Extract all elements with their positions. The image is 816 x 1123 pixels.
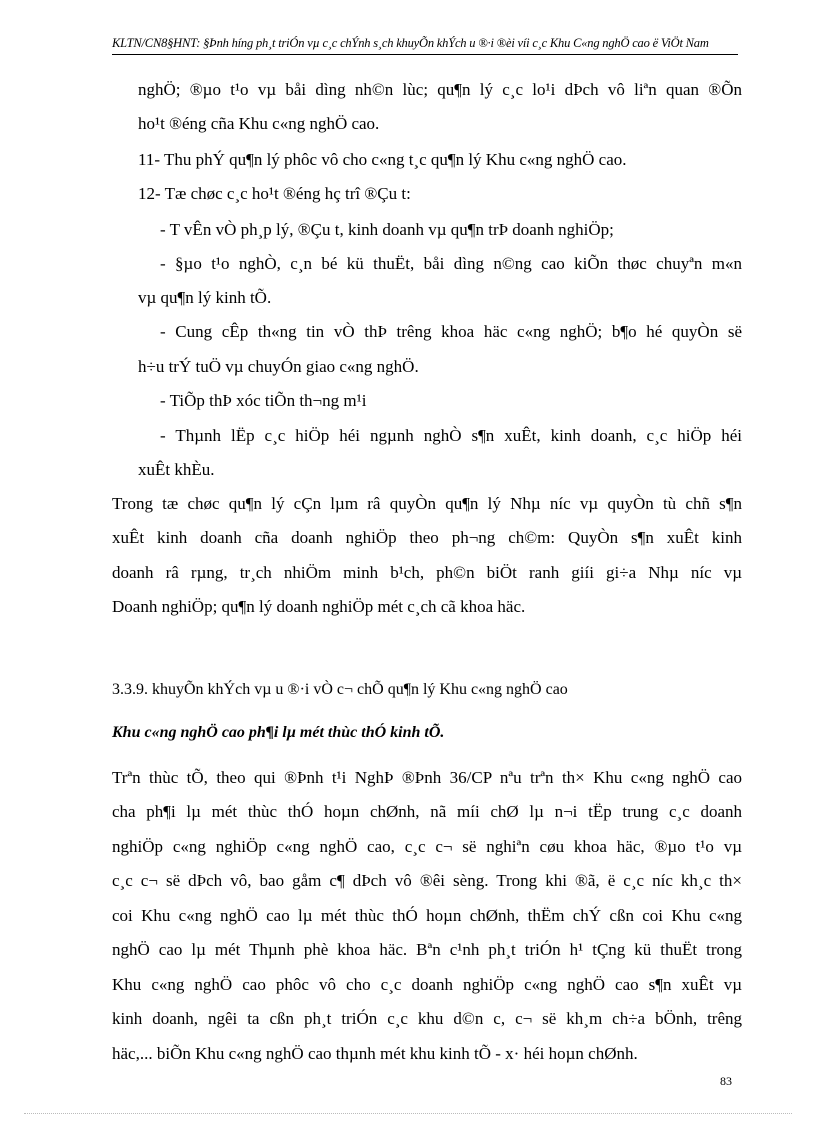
body-line: ho¹t ®éng cña Khu c«ng nghÖ cao. bbox=[138, 114, 380, 133]
body-line: cha ph¶i lµ mét thùc thÓ hoµn chØnh, nã míi chØ lµ n¬i tËp trung c¸c doanh bbox=[112, 802, 742, 821]
body-line: coi Khu c«ng nghÖ cao lµ mét thùc thÓ hoµn chØnh, thËm chÝ cßn coi Khu c«ng bbox=[112, 906, 742, 925]
body-line: Doanh nghiÖp; qu¶n lý doanh nghiÖp mét c¸ch cã khoa häc. bbox=[112, 597, 526, 616]
section-heading: 3.3.9. khuyÕn khÝch vµ u ®·i vÒ c¬ chÕ qu¶n lý Khu c«ng nghÖ cao bbox=[112, 681, 568, 698]
body-line: nghÖ; ®µo t¹o vµ båi dìng nh©n lùc; qu¶n lý c¸c lo¹i dÞch vô liªn quan ®Õn bbox=[138, 80, 742, 99]
page-number: 83 bbox=[720, 1074, 732, 1088]
body-line: kinh doanh, ngêi ta cßn ph¸t triÓn c¸c khu d©n c, c¬ së kh¸m ch÷a bÖnh, trêng bbox=[112, 1009, 742, 1028]
running-header: KLTN/CN8§HNT: §Þnh híng ph¸t triÓn vµ c¸c chÝnh s¸ch khuyÕn khÝch u ®·i ®èi víi c¸c Khu C«ng nghÖ cao ë ViÖt Nam bbox=[112, 36, 738, 55]
body-line: doanh râ rµng, tr¸ch nhiÖm minh b¹ch, ph©n biÖt ranh giíi gi÷a Nhµ níc vµ bbox=[112, 563, 742, 582]
body-line: Trªn thùc tÕ, theo qui ®Þnh t¹i NghÞ ®Þnh 36/CP nªu trªn th× Khu c«ng nghÖ cao bbox=[112, 768, 742, 787]
body-line: Khu c«ng nghÖ cao phôc vô cho c¸c doanh nghiÖp c«ng nghÖ cao s¶n xuÊt vµ bbox=[112, 975, 742, 994]
body-line: - Thµnh lËp c¸c hiÖp héi ngµnh nghÒ s¶n xuÊt, kinh doanh, c¸c hiÖp héi bbox=[160, 426, 742, 445]
body-line: nghiÖp c«ng nghiÖp c«ng nghÖ cao, c¸c c¬ së nghiªn cøu khoa häc, ®µo t¹o vµ bbox=[112, 837, 742, 856]
body-line: 11- Thu phÝ qu¶n lý phôc vô cho c«ng t¸c qu¶n lý Khu c«ng nghÖ cao. bbox=[138, 150, 627, 169]
body-line: c¸c c¬ së dÞch vô, bao gåm c¶ dÞch vô ®êi sèng. Trong khi ®ã, ë c¸c níc kh¸c th× bbox=[112, 871, 742, 890]
body-line: nghÖ cao lµ mét Thµnh phè khoa häc. Bªn c¹nh ph¸t triÓn h¹ tÇng kü thuËt trong bbox=[112, 940, 742, 959]
body-line: - §µo t¹o nghÒ, c¸n bé kü thuËt, båi dìng n©ng cao kiÕn thøc chuyªn m«n bbox=[160, 254, 742, 273]
body-line: häc,... biÕn Khu c«ng nghÖ cao thµnh mét khu kinh tÕ - x· héi hoµn chØnh. bbox=[112, 1044, 638, 1063]
body-line: xuÊt kinh doanh cña doanh nghiÖp theo ph¬ng ch©m: QuyÒn s¶n xuÊt kinh bbox=[112, 528, 742, 547]
body-line: Trong tæ chøc qu¶n lý cÇn lµm râ quyÒn qu¶n lý Nhµ níc vµ quyÒn tù chñ s¶n bbox=[112, 494, 742, 513]
subheading: Khu c«ng nghÖ cao ph¶i lµ mét thùc thÓ kinh tÕ. bbox=[112, 724, 445, 741]
body-line: h÷u trÝ tuÖ vµ chuyÓn giao c«ng nghÖ. bbox=[138, 357, 419, 376]
body-line: 12- Tæ chøc c¸c ho¹t ®éng hç trî ®Çu t: bbox=[138, 184, 411, 203]
footer-divider bbox=[24, 1113, 792, 1114]
body-line: - TiÕp thÞ xóc tiÕn th¬ng m¹i bbox=[160, 391, 367, 410]
body-line: - T vÊn vÒ ph¸p lý, ®Çu t, kinh doanh vµ qu¶n trÞ doanh nghiÖp; bbox=[160, 220, 614, 239]
body-line: vµ qu¶n lý kinh tÕ. bbox=[138, 288, 272, 307]
body-line: - Cung cÊp th«ng tin vÒ thÞ trêng khoa häc c«ng nghÖ; b¶o hé quyÒn së bbox=[160, 322, 742, 341]
body-line: xuÊt khÈu. bbox=[138, 460, 215, 479]
